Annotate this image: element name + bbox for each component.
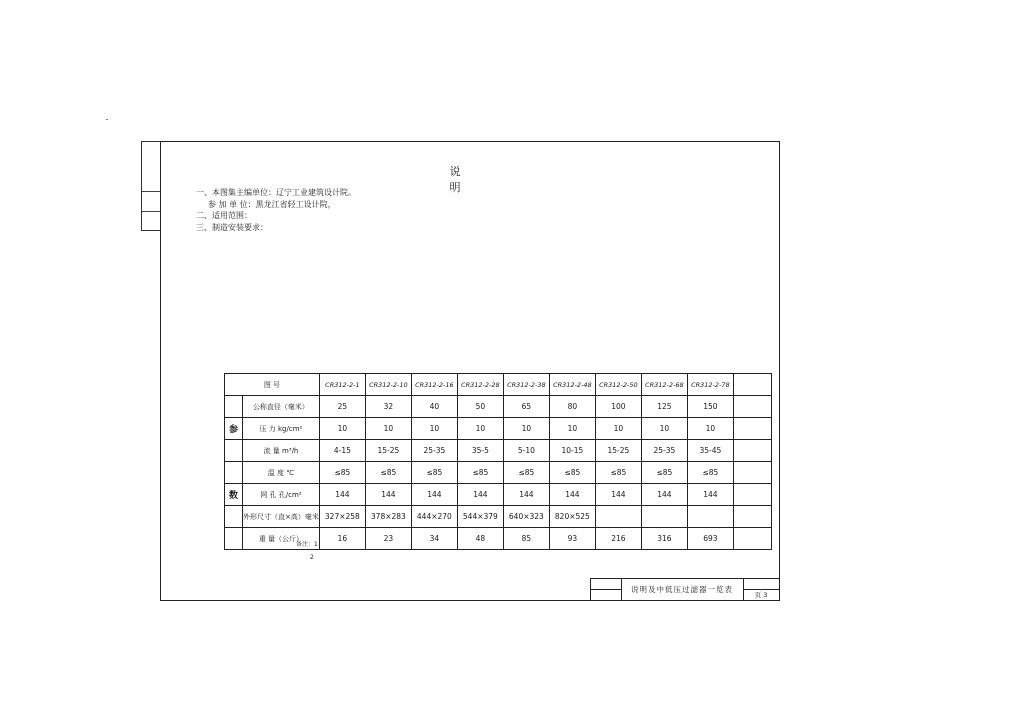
empty-cell (733, 374, 771, 396)
value-cell: 85 (503, 528, 549, 550)
footnote-line: 2 (310, 554, 314, 561)
value-cell: 4-15 (319, 440, 365, 462)
spec-table-body (225, 374, 772, 550)
value-cell: 25-35 (411, 440, 457, 462)
value-cell: 100 (595, 396, 641, 418)
table-footnotes (296, 538, 318, 564)
value-cell: 40 (411, 396, 457, 418)
table-row (225, 396, 772, 418)
value-cell: 125 (641, 396, 687, 418)
empty-cell (733, 462, 771, 484)
notes-left-column (196, 187, 471, 233)
row-label-cell: 网 孔 孔/cm² (243, 484, 320, 506)
value-cell: 144 (503, 484, 549, 506)
value-cell: 144 (319, 484, 365, 506)
group-cell: 参 (225, 418, 243, 440)
empty-cell (733, 396, 771, 418)
value-cell: 316 (641, 528, 687, 550)
value-cell: ≤85 (319, 462, 365, 484)
value-cell: 65 (503, 396, 549, 418)
row-label-cell: 压 力 kg/cm² (243, 418, 320, 440)
value-cell: 10 (595, 418, 641, 440)
value-cell (687, 506, 733, 528)
value-cell: ≤85 (411, 462, 457, 484)
group-cell (225, 528, 243, 550)
table-row (225, 506, 772, 528)
title-block-number (591, 590, 621, 601)
filter-spec-table (224, 373, 772, 550)
scan-speck (106, 119, 108, 120)
table-header-row (225, 374, 772, 396)
sheet-number: 页 3 (754, 590, 768, 599)
value-cell: 327×258 (319, 506, 365, 528)
note-line: 三、制造安装要求： (196, 222, 268, 232)
value-cell: 25 (319, 396, 365, 418)
value-cell: 15-25 (365, 440, 411, 462)
value-cell: 10 (457, 418, 503, 440)
value-cell: ≤85 (687, 462, 733, 484)
title-block-right (743, 579, 779, 600)
group-cell: 数 (225, 484, 243, 506)
value-cell: ≤85 (641, 462, 687, 484)
empty-cell (733, 418, 771, 440)
value-cell: 820×525 (549, 506, 595, 528)
value-cell: 216 (595, 528, 641, 550)
model-number-cell: CR312-2-16 (411, 374, 457, 396)
margin-cell (142, 142, 160, 192)
value-cell: 23 (365, 528, 411, 550)
value-cell: 144 (595, 484, 641, 506)
title-block-code (591, 579, 621, 590)
value-cell: 144 (411, 484, 457, 506)
value-cell: 144 (549, 484, 595, 506)
row-label-cell: 重 量（公斤） (243, 528, 320, 550)
table-row (225, 484, 772, 506)
title-block-left (591, 579, 622, 600)
value-cell: 5-10 (503, 440, 549, 462)
value-cell: ≤85 (457, 462, 503, 484)
group-cell (225, 462, 243, 484)
value-cell: 144 (457, 484, 503, 506)
value-cell: ≤85 (365, 462, 411, 484)
value-cell: 32 (365, 396, 411, 418)
empty-cell (733, 440, 771, 462)
footnote-line: 备注：1 (296, 541, 318, 548)
model-number-cell: CR312-2-48 (549, 374, 595, 396)
value-cell: ≤85 (595, 462, 641, 484)
value-cell: 16 (319, 528, 365, 550)
margin-signature-strip (141, 141, 160, 231)
drawing-name: 说明及中低压过滤器一览表 (621, 579, 744, 600)
table-row (225, 418, 772, 440)
value-cell (595, 506, 641, 528)
note-line: 参 加 单 位：黑龙江省轻工设计院， (208, 199, 336, 209)
empty-cell (733, 506, 771, 528)
value-cell: 150 (687, 396, 733, 418)
margin-cell (142, 212, 160, 232)
table-row (225, 462, 772, 484)
value-cell: 10 (641, 418, 687, 440)
group-cell (225, 396, 243, 418)
value-cell: 10 (687, 418, 733, 440)
value-cell: 48 (457, 528, 503, 550)
value-cell: ≤85 (503, 462, 549, 484)
note-line: 一、本图集主编单位：辽宁工业建筑设计院。 (196, 188, 356, 197)
header-label-cell: 图 号 (225, 374, 320, 396)
model-number-cell: CR312-2-78 (687, 374, 733, 396)
value-cell: 80 (549, 396, 595, 418)
value-cell: 35-5 (457, 440, 503, 462)
value-cell: 144 (641, 484, 687, 506)
page-title: 说 明 (449, 165, 521, 194)
value-cell: 34 (411, 528, 457, 550)
value-cell: 10 (411, 418, 457, 440)
margin-cell (142, 192, 160, 212)
empty-cell (733, 528, 771, 550)
value-cell: 50 (457, 396, 503, 418)
group-cell (225, 440, 243, 462)
value-cell (641, 506, 687, 528)
value-cell: 10 (503, 418, 549, 440)
drawing-code (743, 579, 779, 590)
value-cell: 35-45 (687, 440, 733, 462)
empty-cell (733, 484, 771, 506)
value-cell: 378×283 (365, 506, 411, 528)
row-label-cell: 外形尺寸（直×高）毫米 (243, 506, 320, 528)
value-cell: 15-25 (595, 440, 641, 462)
title-block (590, 578, 780, 601)
model-number-cell: CR312-2-68 (641, 374, 687, 396)
model-number-cell: CR312-2-38 (503, 374, 549, 396)
value-cell: 640×323 (503, 506, 549, 528)
group-cell (225, 506, 243, 528)
value-cell: ≤85 (549, 462, 595, 484)
model-number-cell: CR312-2-1 (319, 374, 365, 396)
value-cell: 693 (687, 528, 733, 550)
model-number-cell: CR312-2-28 (457, 374, 503, 396)
model-number-cell: CR312-2-10 (365, 374, 411, 396)
row-label-cell: 流 量 m³/h (243, 440, 320, 462)
value-cell: 10 (549, 418, 595, 440)
value-cell: 25-35 (641, 440, 687, 462)
value-cell: 544×379 (457, 506, 503, 528)
value-cell: 144 (687, 484, 733, 506)
table-row (225, 440, 772, 462)
value-cell: 10 (319, 418, 365, 440)
value-cell: 144 (365, 484, 411, 506)
value-cell: 93 (549, 528, 595, 550)
note-line: 二、适用范围： (196, 211, 252, 221)
value-cell: 444×270 (411, 506, 457, 528)
row-label-cell: 温 度 ℃ (243, 462, 320, 484)
value-cell: 10-15 (549, 440, 595, 462)
model-number-cell: CR312-2-50 (595, 374, 641, 396)
value-cell: 10 (365, 418, 411, 440)
row-label-cell: 公称直径（毫米） (243, 396, 320, 418)
